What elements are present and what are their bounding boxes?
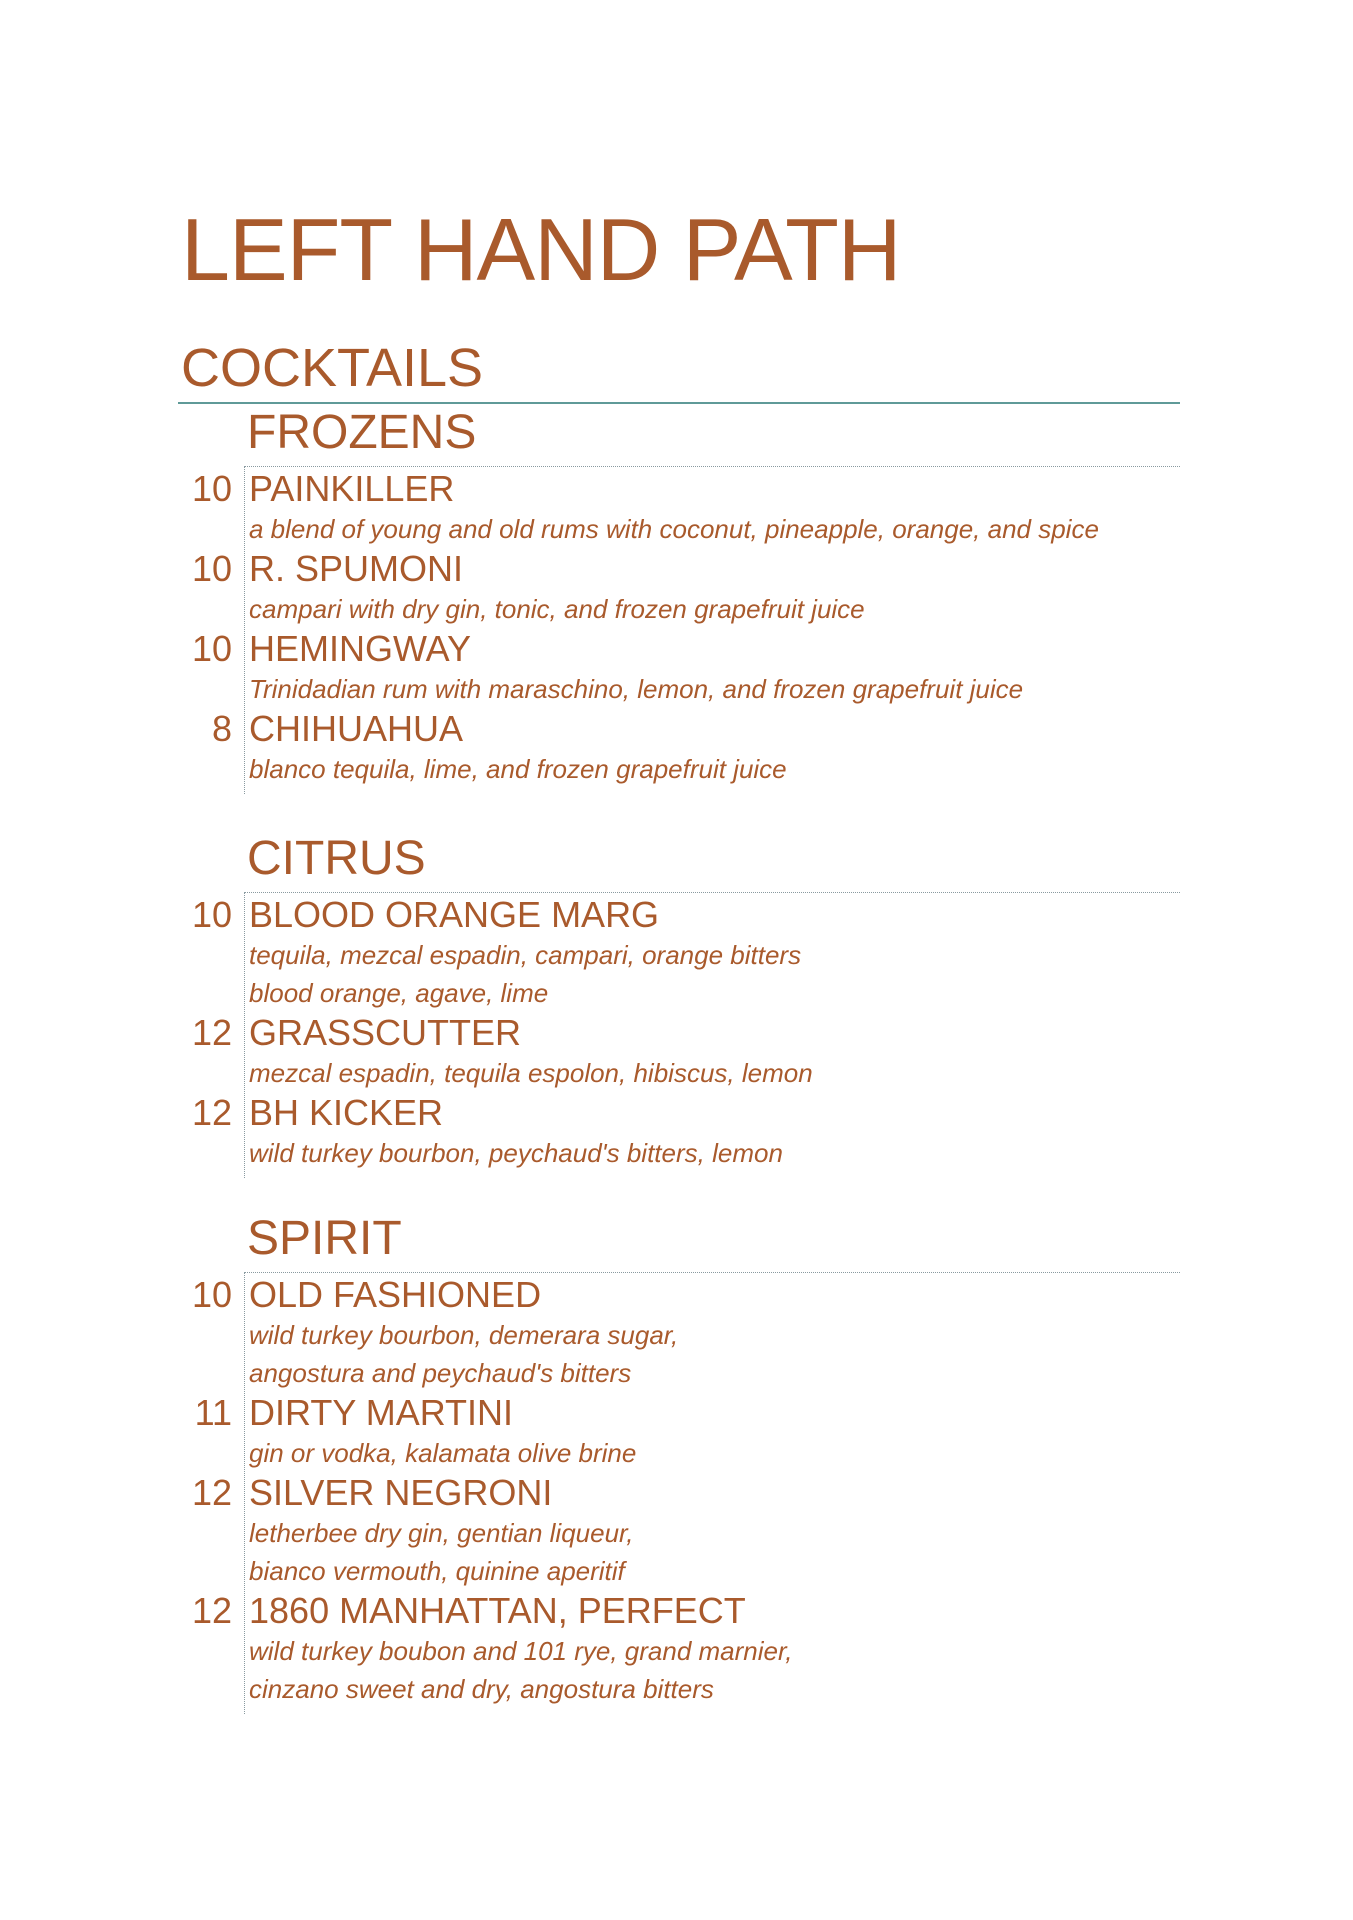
item-description: cinzano sweet and dry, angostura bitters <box>249 1674 714 1704</box>
item-description: letherbee dry gin, gentian liqueur, <box>249 1518 634 1548</box>
item-price: 8 <box>211 708 232 749</box>
item-description: blood orange, agave, lime <box>249 978 549 1008</box>
item-description: blanco tequila, lime, and frozen grapefruit juice <box>249 754 787 784</box>
section-title-frozens: FROZENS <box>247 406 477 459</box>
section-margin-line <box>244 466 245 794</box>
item-price: 11 <box>194 1392 232 1433</box>
item-name: R. SPUMONI <box>249 548 464 589</box>
item-name: BLOOD ORANGE MARG <box>249 894 660 935</box>
item-price: 10 <box>191 894 232 935</box>
item-name: 1860 MANHATTAN, PERFECT <box>249 1590 746 1631</box>
item-name: HEMINGWAY <box>249 628 471 669</box>
section-divider <box>244 466 1180 467</box>
item-name: OLD FASHIONED <box>249 1274 542 1315</box>
item-description: tequila, mezcal espadin, campari, orange bitters <box>249 940 802 970</box>
section-margin-line <box>244 892 245 1178</box>
item-price: 12 <box>191 1092 232 1133</box>
item-name: CHIHUAHUA <box>249 708 464 749</box>
item-name: PAINKILLER <box>249 468 455 509</box>
item-description: a blend of young and old rums with coconut, pineapple, orange, and spice <box>249 514 1099 544</box>
item-price: 10 <box>191 1274 232 1315</box>
item-price: 10 <box>191 468 232 509</box>
menu-title: LEFT HAND PATH <box>181 200 901 299</box>
category-heading: COCKTAILS <box>181 338 484 398</box>
item-description: gin or vodka, kalamata olive brine <box>249 1438 637 1468</box>
item-description: bianco vermouth, quinine aperitif <box>249 1556 625 1586</box>
item-name: SILVER NEGRONI <box>249 1472 553 1513</box>
item-description: Trinidadian rum with maraschino, lemon, and frozen grapefruit juice <box>249 674 1024 704</box>
section-margin-line <box>244 1272 245 1714</box>
item-price: 10 <box>191 628 232 669</box>
section-title-spirit: SPIRIT <box>247 1212 402 1265</box>
item-price: 12 <box>191 1012 232 1053</box>
item-description: mezcal espadin, tequila espolon, hibiscus, lemon <box>249 1058 813 1088</box>
item-name: GRASSCUTTER <box>249 1012 522 1053</box>
item-price: 12 <box>191 1472 232 1513</box>
section-divider <box>244 1272 1180 1273</box>
item-description: wild turkey bourbon, peychaud's bitters, lemon <box>249 1138 783 1168</box>
item-name: DIRTY MARTINI <box>249 1392 514 1433</box>
item-price: 10 <box>191 548 232 589</box>
item-description: wild turkey boubon and 101 rye, grand marnier, <box>249 1636 793 1666</box>
item-description: angostura and peychaud's bitters <box>249 1358 632 1388</box>
item-description: campari with dry gin, tonic, and frozen grapefruit juice <box>249 594 865 624</box>
section-divider <box>244 892 1180 893</box>
section-title-citrus: CITRUS <box>247 832 426 885</box>
category-divider <box>178 402 1180 404</box>
item-name: BH KICKER <box>249 1092 444 1133</box>
item-description: wild turkey bourbon, demerara sugar, <box>249 1320 679 1350</box>
item-price: 12 <box>191 1590 232 1631</box>
